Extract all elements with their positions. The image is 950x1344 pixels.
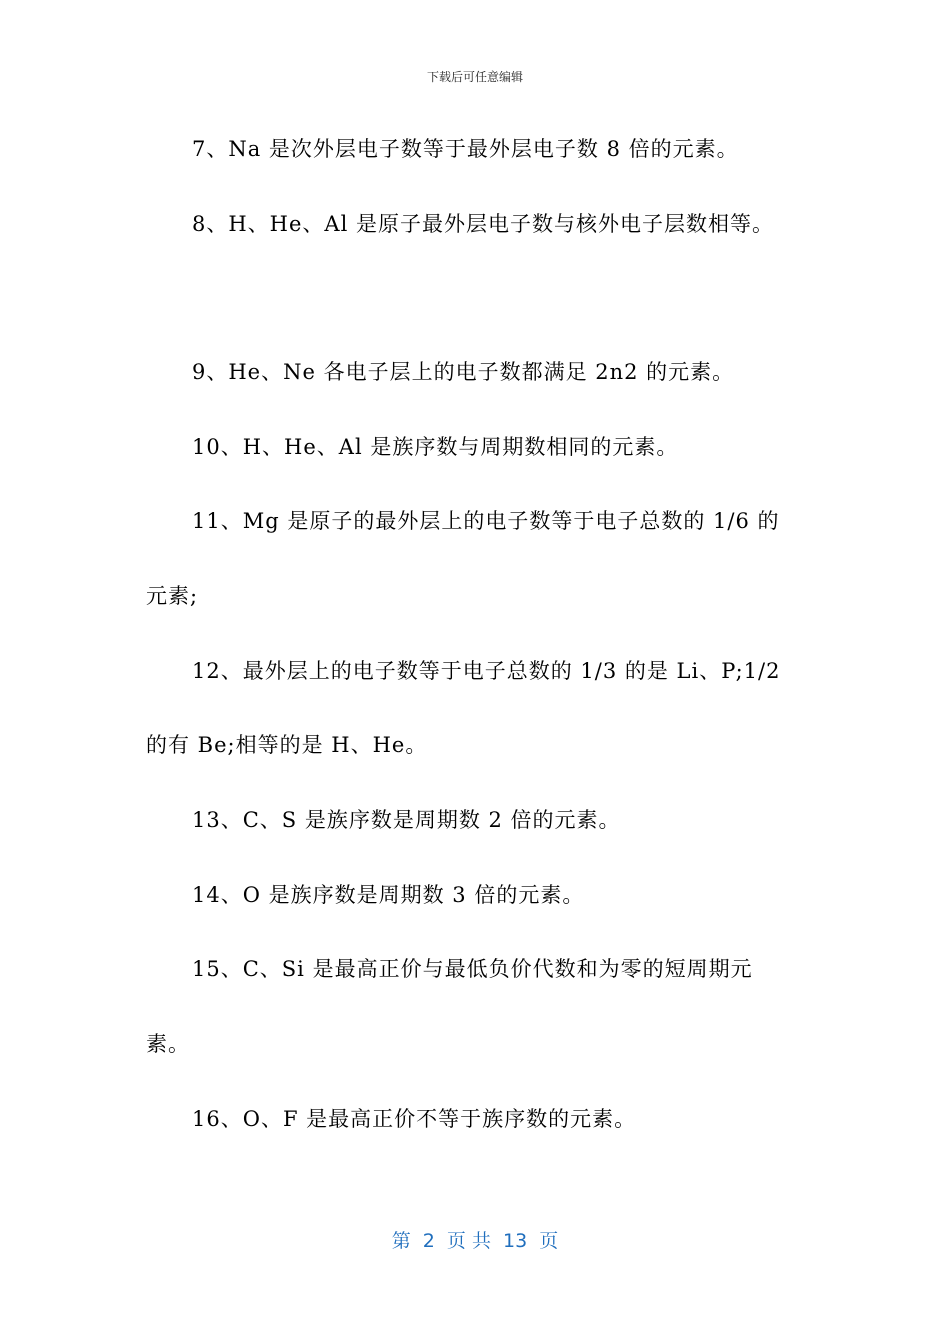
paragraph-line: 8、H、He、Al 是原子最外层电子数与核外电子层数相等。 — [192, 212, 774, 236]
paragraph-line: 11、Mg 是原子的最外层上的电子数等于电子总数的 1/6 的 — [192, 509, 780, 533]
paragraph-line: 15、C、Si 是最高正价与最低负价代数和为零的短周期元 — [192, 957, 753, 981]
paragraph-line: 12、最外层上的电子数等于电子总数的 1/3 的是 Li、P;1/2 — [192, 659, 781, 683]
paragraph-line: 16、O、F 是最高正价不等于族序数的元素。 — [192, 1107, 637, 1131]
paragraph-line: 7、Na 是次外层电子数等于最外层电子数 8 倍的元素。 — [192, 137, 739, 161]
paragraph-line-continuation: 的有 Be;相等的是 H、He。 — [146, 733, 428, 757]
paragraph-line: 13、C、S 是族序数是周期数 2 倍的元素。 — [192, 808, 621, 832]
paragraph-line: 9、He、Ne 各电子层上的电子数都满足 2n2 的元素。 — [192, 360, 735, 384]
page-header: 下载后可任意编辑 — [426, 70, 523, 84]
page-number-footer: 第 2 页 共 13 页 — [391, 1230, 559, 1252]
paragraph-line: 10、H、He、Al 是族序数与周期数相同的元素。 — [192, 435, 679, 459]
paragraph-line: 14、O 是族序数是周期数 3 倍的元素。 — [192, 883, 585, 907]
paragraph-line-continuation: 元素; — [146, 584, 199, 608]
paragraph-line-continuation: 素。 — [146, 1032, 190, 1056]
